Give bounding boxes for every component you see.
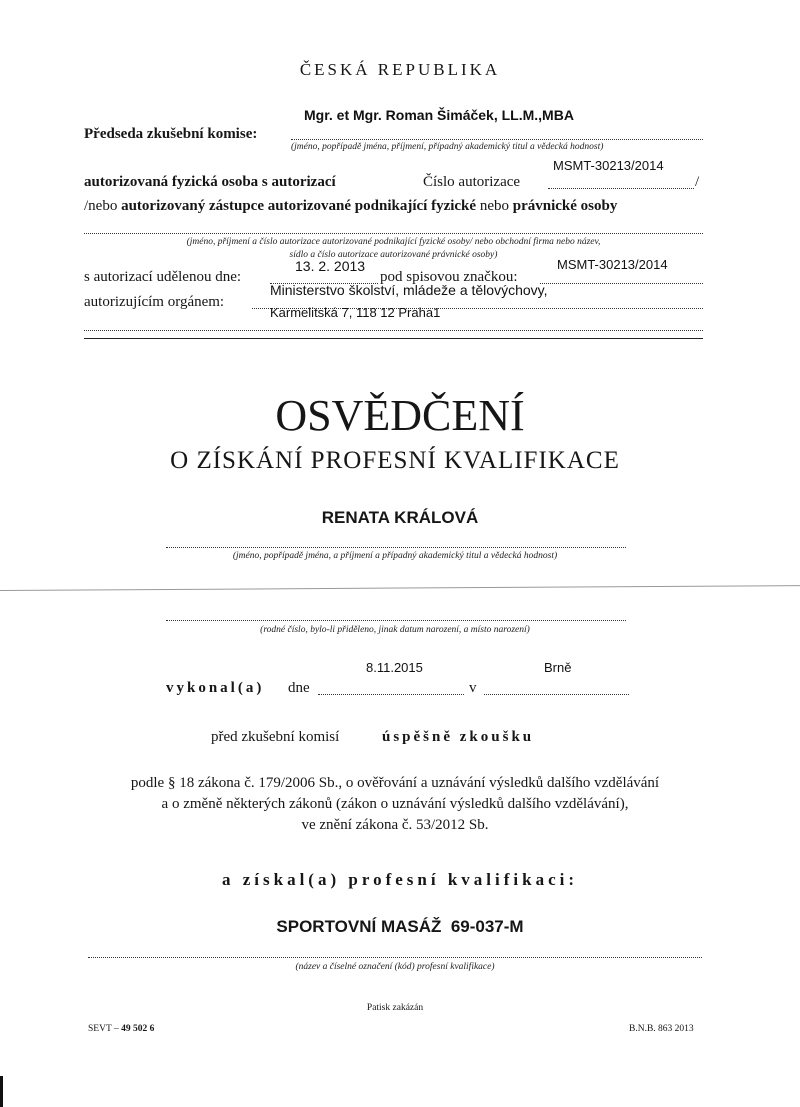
auth-number-value: MSMT-30213/2014: [553, 158, 664, 173]
birth-note: (rodné číslo, bylo-li přiděleno, jinak datum narození, a místo narození): [260, 625, 530, 635]
auth-person-label: autorizovaná fyzická osoba s autorizací: [84, 174, 336, 190]
file-number-dotted-line: [540, 283, 703, 284]
representative-prefix: /nebo: [84, 198, 118, 214]
performed-label: vykonal(a): [166, 680, 265, 696]
file-number-value: MSMT-30213/2014: [557, 257, 668, 272]
authority-line-1: Ministerstvo školství, mládeže a tělovýchovy,: [270, 282, 548, 298]
qualification-note: (název a číselné označení (kód) profesní kvalifikace): [295, 962, 495, 972]
representative-bold-2: právnické osoby: [512, 198, 618, 214]
header-separator: [84, 338, 703, 339]
before-commission-label: před zkušební komisí: [211, 729, 340, 745]
scan-edge-mark: [0, 1076, 3, 1107]
representative-line: [84, 198, 617, 215]
representative-mid: nebo: [479, 198, 509, 214]
success-label: úspěšně zkoušku: [382, 729, 535, 745]
authority-dotted-line-2: [84, 330, 703, 331]
file-number-label: pod spisovou značkou:: [380, 269, 518, 285]
reprint-note: Patisk zakázán: [366, 1003, 424, 1013]
representative-bold-1: autorizovaný zástupce autorizované podnikající fyzické: [121, 198, 477, 214]
exam-place-value: Brně: [544, 660, 572, 675]
authority-line-2: Karmelitská 7, 118 12 Praha1: [270, 305, 441, 320]
form-code-prefix: SEVT –: [88, 1024, 119, 1034]
birth-dotted-line: [166, 620, 626, 621]
holder-note: (jméno, popřípadě jména, a příjmení a případný akademický titul a vědecká hodnost): [232, 551, 558, 561]
chair-note: (jméno, popřípadě jména, příjmení, případný akademický titul a vědecká hodnost): [291, 142, 604, 152]
certificate-subtitle: O ZÍSKÁNÍ PROFESNÍ KVALIFIKACE: [170, 447, 620, 474]
representative-note-1: (jméno, příjmení a číslo autorizace autorizované podnikající fyzické osoby/ nebo obchodní firma nebo název,: [186, 237, 601, 247]
qualification-dotted-line: [88, 957, 702, 958]
acquired-label: a získal(a) profesní kvalifikaci:: [222, 870, 578, 889]
auth-number-label: Číslo autorizace: [423, 174, 521, 190]
country-header: ČESKÁ REPUBLIKA: [299, 60, 501, 79]
in-label: v: [469, 680, 477, 696]
holder-name: RENATA KRÁLOVÁ: [321, 508, 479, 527]
granted-label: s autorizací udělenou dne:: [84, 269, 242, 285]
exam-place-dotted-line: [484, 694, 629, 695]
authority-label: autorizujícím orgánem:: [84, 294, 225, 310]
exam-date-value: 8.11.2015: [366, 660, 423, 675]
law-line-3: ve znění zákona č. 53/2012 Sb.: [301, 817, 489, 833]
scan-artifact-line: [0, 585, 800, 591]
form-code-number: 49 502 6: [121, 1024, 155, 1034]
day-label: dne: [288, 680, 310, 696]
law-line-1: podle § 18 zákona č. 179/2006 Sb., o ověřování a uznávání výsledků dalšího vzdělávání: [130, 775, 660, 791]
representative-dotted-line: [84, 233, 703, 234]
chair-name-value: Mgr. et Mgr. Roman Šimáček, LL.M.,MBA: [304, 107, 574, 123]
chair-label: Předseda zkušební komise:: [84, 126, 258, 142]
exam-date-dotted-line: [318, 694, 464, 695]
certificate-title: OSVĚDČENÍ: [275, 391, 525, 440]
chair-dotted-line: [291, 139, 703, 140]
holder-dotted-line: [166, 547, 626, 548]
law-line-2: a o změně některých zákonů (zákon o uznávání výsledků dalšího vzdělávání),: [161, 796, 629, 812]
auth-number-dotted-line: [548, 188, 694, 189]
auth-number-slash: /: [695, 174, 700, 190]
representative-note-2: sídlo a číslo autorizace autorizované právnické osoby): [289, 250, 498, 260]
granted-date-value: 13. 2. 2013: [295, 258, 366, 274]
qualification-value: SPORTOVNÍ MASÁŽ 69-037-M: [276, 917, 524, 936]
form-code: [88, 1024, 154, 1034]
print-reference: B.N.B. 863 2013: [629, 1024, 694, 1034]
